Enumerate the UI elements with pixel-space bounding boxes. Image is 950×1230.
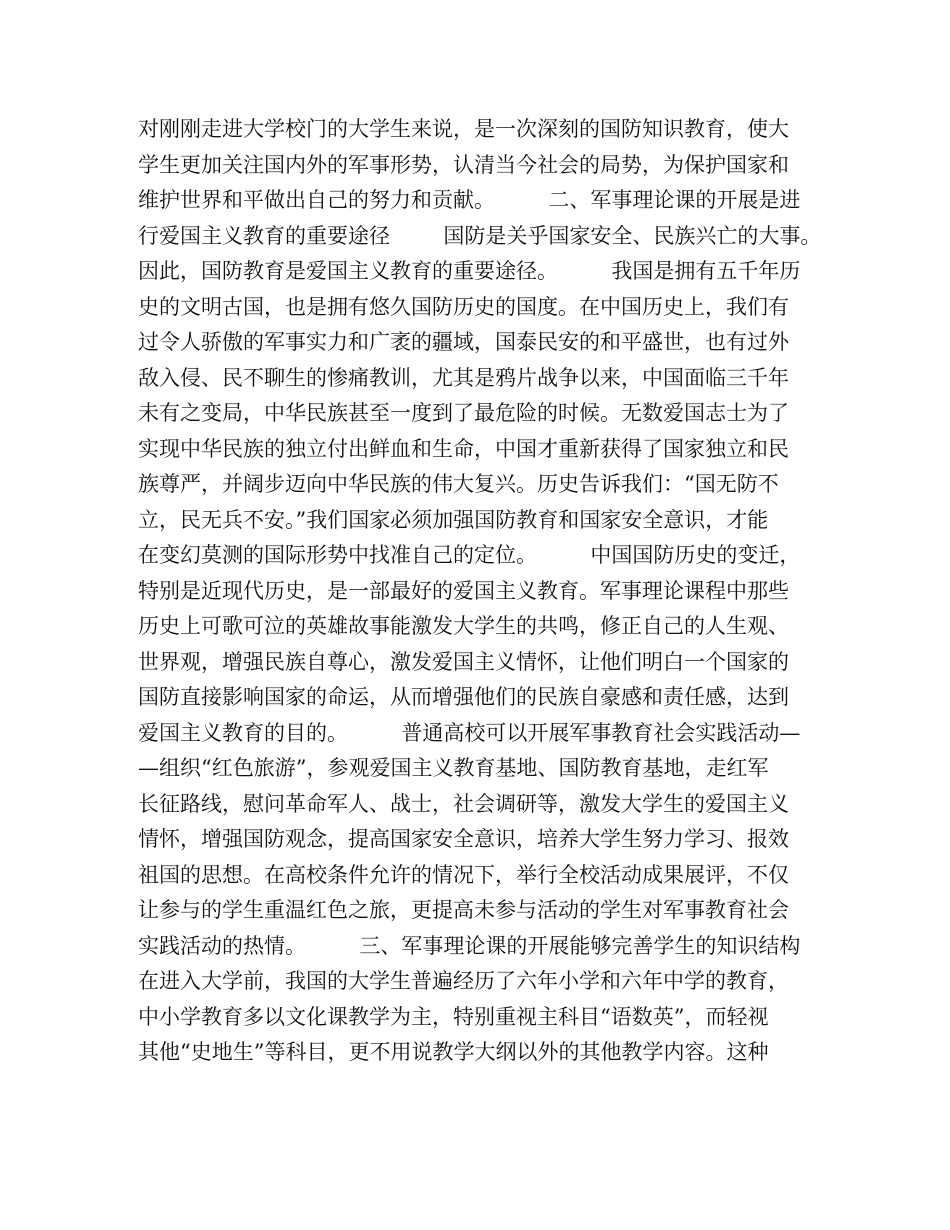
text-line: 国防直接影响国家的命运，从而增强他们的民族自豪感和责任感，达到	[138, 685, 789, 709]
text-line: 在变幻莫测的国际形势中找准自己的定位。 中国国防历史的变迁，	[138, 543, 801, 567]
text-line: 实现中华民族的独立付出鲜血和生命，中国才重新获得了国家独立和民	[138, 436, 789, 461]
text-line: 祖国的思想。在高校条件允许的情况下，举行全校活动成果展评，不仅	[138, 862, 789, 887]
text-line: 维护世界和平做出自己的努力和贡献。 二、军事理论课的开展是进	[138, 188, 801, 212]
text-line: 行爱国主义教育的重要途径 国防是关乎国家安全、民族兴亡的大事。	[138, 223, 822, 248]
text-line: 学生更加关注国内外的军事形势，认清当今社会的局势，为保护国家和	[138, 152, 789, 177]
text-line: 长征路线，慰问革命军人、战士，社会调研等，激发大学生的爱国主义	[138, 791, 789, 816]
text-line: 中小学教育多以文化课教学为主，特别重视主科目“语数英”，而轻视	[138, 1004, 769, 1029]
text-line: —组织“红色旅游”，参观爱国主义教育基地、国防教育基地，走红军	[138, 756, 769, 780]
text-line: 爱国主义教育的目的。 普通高校可以开展军事教育社会实践活动—	[138, 720, 801, 745]
text-line: 未有之变局，中华民族甚至一度到了最危险的时候。无数爱国志士为了	[138, 401, 789, 425]
text-line: 特别是近现代历史，是一部最好的爱国主义教育。军事理论课程中那些	[138, 578, 789, 603]
text-line: 史的文明古国，也是拥有悠久国防历史的国度。在中国历史上，我们有	[138, 294, 789, 319]
body-text	[138, 112, 838, 1071]
text-line: 对刚刚走进大学校门的大学生来说，是一次深刻的国防知识教育，使大	[138, 117, 789, 141]
text-line: 情怀，增强国防观念，提高国家安全意识，培养大学生努力学习、报效	[138, 827, 789, 851]
text-line: 在进入大学前，我国的大学生普遍经历了六年小学和六年中学的教育，	[138, 969, 789, 993]
text-line: 历史上可歌可泣的英雄故事能激发大学生的共鸣，修正自己的人生观、	[138, 614, 789, 638]
text-line: 立，民无兵不安。”我们国家必须加强国防教育和国家安全意识，才能	[138, 507, 769, 532]
text-line: 敌入侵、民不聊生的惨痛教训，尤其是鸦片战争以来，中国面临三千年	[138, 365, 789, 390]
text-line: 实践活动的热情。 三、军事理论课的开展能够完善学生的知识结构	[138, 933, 801, 958]
text-line: 让参与的学生重温红色之旅，更提高未参与活动的学生对军事教育社会	[138, 898, 789, 922]
text-line: 过令人骄傲的军事实力和广袤的疆域，国泰民安的和平盛世，也有过外	[138, 330, 789, 354]
text-line: 其他“史地生”等科目，更不用说教学大纲以外的其他教学内容。这种	[138, 1040, 769, 1064]
text-line: 世界观，增强民族自尊心，激发爱国主义情怀，让他们明白一个国家的	[138, 649, 789, 674]
text-line: 因此，国防教育是爱国主义教育的重要途径。 我国是拥有五千年历	[138, 259, 801, 283]
text-line: 族尊严，并阔步迈向中华民族的伟大复兴。历史告诉我们：“国无防不	[138, 472, 779, 496]
